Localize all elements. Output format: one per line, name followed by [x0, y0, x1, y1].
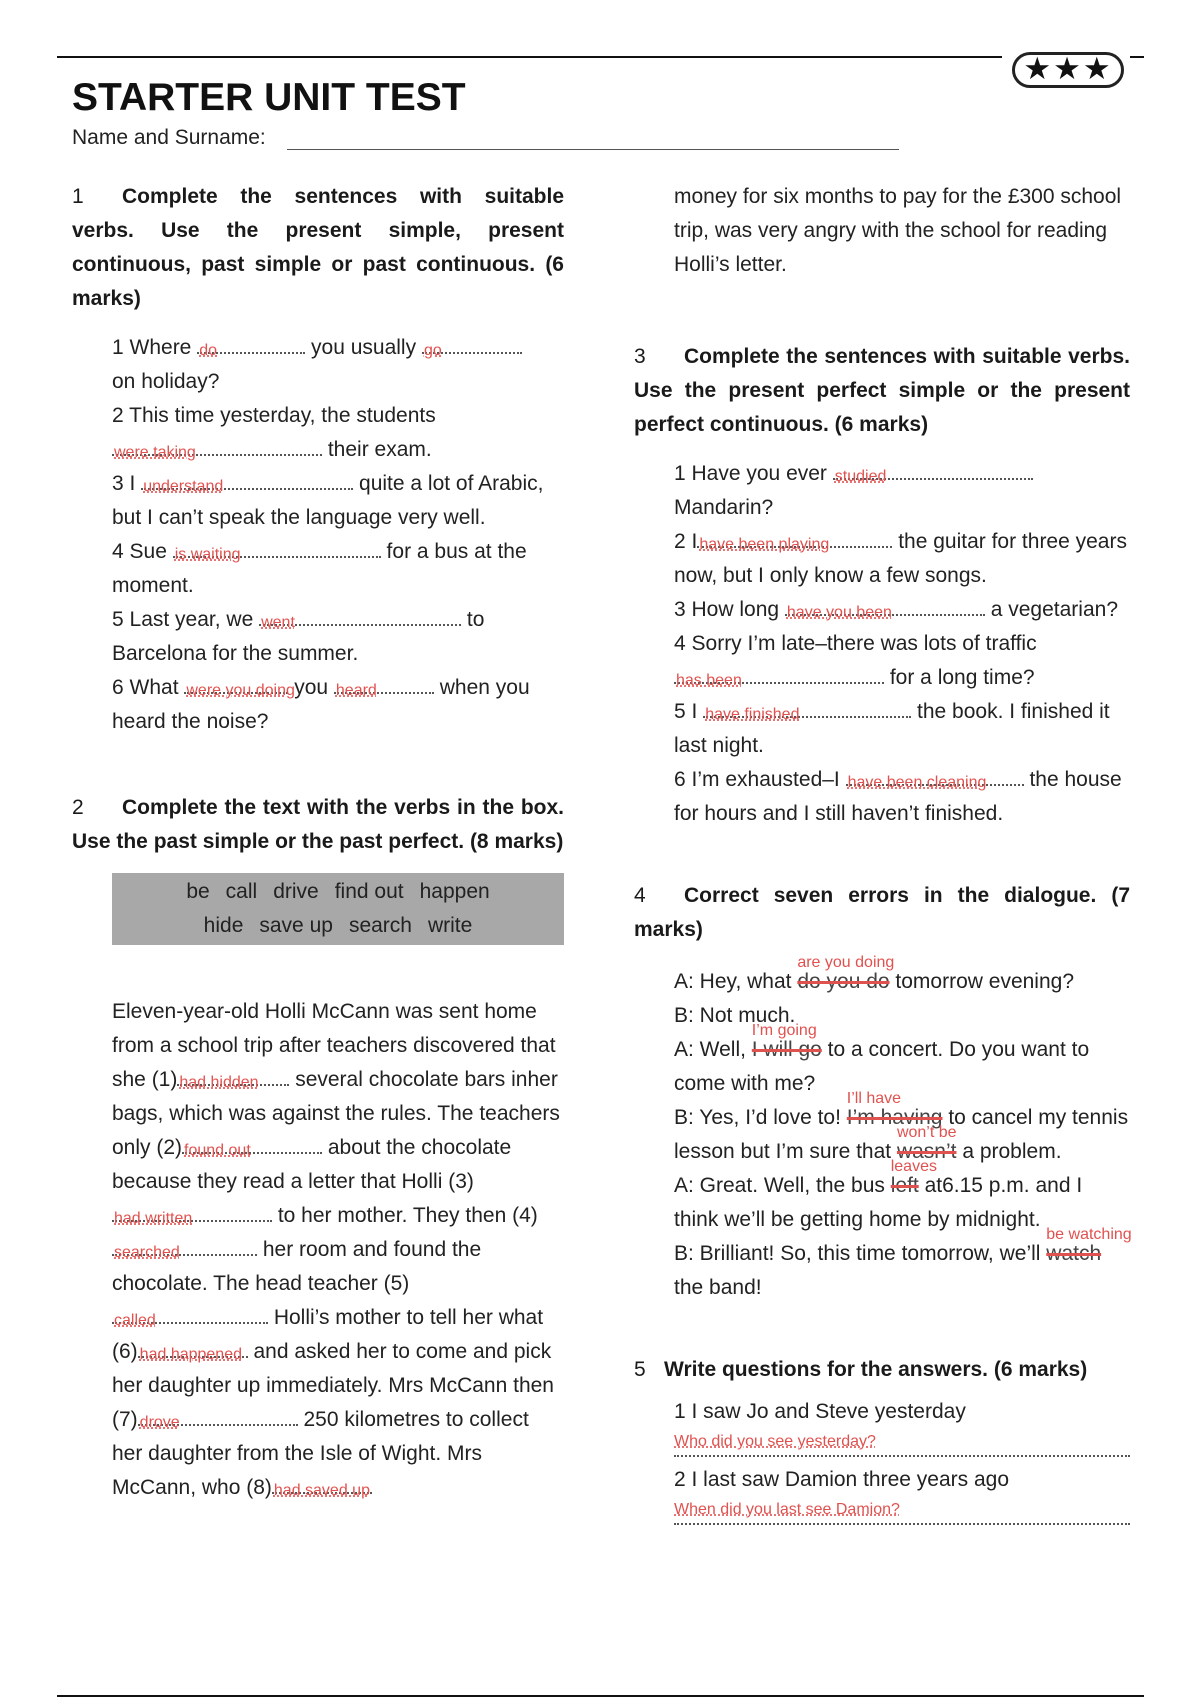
exercise-4-heading: 4 Correct seven errors in the dialogue. (7 marks) — [634, 884, 1130, 941]
correction: leaves left — [890, 1158, 937, 1197]
answer-blank[interactable]: have been playing — [697, 546, 892, 548]
exercise-1-items — [112, 331, 564, 739]
exercise-3-item-2: 2 I have been playing the guitar for three years now, but I only know a few songs. — [674, 530, 1127, 587]
top-rule — [57, 56, 1002, 58]
answer-blank[interactable]: had happened — [138, 1356, 248, 1358]
exercise-1-item-4: 4 Sue is waiting for a bus at the moment. — [112, 540, 527, 597]
dialogue-line-1: A: Hey, what are you doing do you do tomorrow evening? — [674, 965, 1130, 999]
answer-blank[interactable]: were you doing — [186, 682, 295, 699]
dialogue-line-2: B: Not much. — [674, 1004, 796, 1027]
dialogue-line-5: A: Great. Well, the bus leaves left at6.15 p.m. and I think we’ll be getting home by midnight. — [674, 1158, 1083, 1231]
exercise-1-item-5: 5 Last year, we went to Barcelona for the summer. — [112, 608, 485, 665]
dialogue-line-3: A: Well, I’m going I will go to a concert. Do you want to come with me? — [674, 1022, 1090, 1095]
dialogue-line-6: B: Brilliant! So, this time tomorrow, we’ll be watching watch the band! — [674, 1226, 1132, 1299]
correction: won’t be wasn’t — [896, 1124, 957, 1163]
answer-line[interactable]: Who did you see yesterday? — [674, 1429, 1130, 1457]
difficulty-stars-badge: ★★★ — [1012, 52, 1124, 88]
exercise-2-heading: 2 Complete the text with the verbs in the box. Use the past simple or the past perfect. (8 marks) — [72, 796, 564, 853]
verb-box-row-2: hide save up search write — [203, 914, 473, 937]
answer-blank[interactable]: drove — [138, 1424, 298, 1426]
exercise-3-item-4: 4 Sorry I’m late–there was lots of traffic has been for a long time? — [674, 632, 1037, 689]
answer-blank[interactable]: understand — [141, 488, 353, 490]
exercise-3-item-5: 5 I have finished the book. I finished it last night. — [674, 700, 1110, 757]
page-title: STARTER UNIT TEST — [72, 76, 466, 119]
exercise-5-heading: 5 Write questions for the answers. (6 marks) — [634, 1358, 1088, 1381]
name-input-line[interactable] — [287, 149, 899, 150]
exercise-3-items — [674, 457, 1130, 831]
answer-blank[interactable]: heard — [334, 692, 434, 694]
answer-blank[interactable]: have finished — [703, 716, 911, 718]
exercise-3-item-6: 6 I’m exhausted–I have been cleaning the house for hours and I still haven’t finished. — [674, 768, 1122, 825]
exercise-2-text: Eleven-year-old Holli McCann was sent home from a school trip after teachers discovered that she (1) had hidden several chocolate bars inher bags, which was against the rules. The teachers only (2) found out about the chocolate because they read a letter that Holli (3) had written to her mother. They then (4) searched her room and found the chocolate. The head teacher (5) called Holli’s mother to tell her what (6) had happened and asked her to come and pick her daughter up immediately. Mrs McCann then (7) drove 250 kilometres to collect her daughter from the Isle of Wight. Mrs McCann, who (8) had saved up — [112, 1000, 560, 1499]
answer-blank[interactable]: found out — [182, 1152, 322, 1154]
exercise-5-item-2: 2 I last saw Damion three years ago — [674, 1468, 1009, 1491]
exercise-3-item-1: 1 Have you ever studied Mandarin? — [674, 457, 1130, 525]
answer-blank[interactable]: have been cleaning — [846, 784, 1024, 786]
exercise-1-item-3: 3 I understand quite a lot of Arabic, but I can’t speak the language very well. — [112, 472, 544, 529]
answer-line[interactable]: When did you last see Damion? — [674, 1497, 1130, 1525]
answer-blank[interactable]: have you been — [785, 614, 985, 616]
answer-blank[interactable]: had hidden — [177, 1084, 289, 1086]
answer-blank[interactable]: go — [422, 352, 522, 354]
answer-blank[interactable]: had saved up — [273, 1482, 370, 1499]
correction: I’m going I will go — [751, 1022, 822, 1061]
right-column — [634, 180, 1130, 1531]
exercise-4-dialogue — [674, 954, 1132, 1305]
answer-blank[interactable]: were taking — [112, 454, 322, 456]
answer-blank[interactable]: do — [197, 352, 305, 354]
left-column — [72, 180, 564, 1505]
answer-blank[interactable]: has been — [674, 682, 884, 684]
answer-blank[interactable]: had written — [112, 1220, 272, 1222]
answer-blank[interactable]: is waiting — [173, 556, 381, 558]
exercise-1-item-6: 6 What were you doing you heard when you heard the noise? — [112, 676, 530, 733]
exercise-3-item-3: 3 How long have you been a vegetarian? — [674, 598, 1119, 621]
exercise-2-text-continued: money for six months to pay for the £300 school trip, was very angry with the school for reading Holli’s letter. — [674, 185, 1122, 276]
name-label: Name and Surname: — [72, 126, 266, 149]
verb-box-row-1: be call drive find out happen — [186, 880, 490, 903]
answer-blank[interactable]: went — [259, 624, 461, 626]
verb-box — [112, 873, 564, 945]
correction: be watching watch — [1046, 1226, 1132, 1265]
answer-blank[interactable]: called — [112, 1322, 268, 1324]
correction: I’ll have I’m having — [846, 1090, 943, 1129]
correction: are you doing do you do — [797, 954, 895, 993]
answer-blank[interactable]: studied — [833, 478, 1033, 480]
dialogue-line-4: B: Yes, I’d love to! I’ll have I’m having to cancel my tennis lesson but I’m sure that won’t be wasn’t a problem. — [674, 1101, 1130, 1169]
answer-blank[interactable]: searched — [112, 1254, 257, 1256]
top-rule-tail — [1130, 56, 1144, 58]
exercise-5-items — [674, 1395, 1130, 1525]
exercise-5-item-1: 1 I saw Jo and Steve yesterday — [674, 1400, 966, 1423]
exercise-1-item-1: 1 Where do you usually go on holiday? — [112, 331, 564, 399]
exercise-1-heading: 1 Complete the sentences with suitable verbs. Use the present simple, present continuous, past simple or past continuous. (6 marks) — [72, 185, 564, 310]
bottom-rule — [57, 1695, 1144, 1697]
exercise-3-heading: 3 Complete the sentences with suitable verbs. Use the present perfect simple or the present perfect continuous. (6 marks) — [634, 345, 1130, 436]
exercise-1-item-2: 2 This time yesterday, the students were taking their exam. — [112, 404, 436, 461]
